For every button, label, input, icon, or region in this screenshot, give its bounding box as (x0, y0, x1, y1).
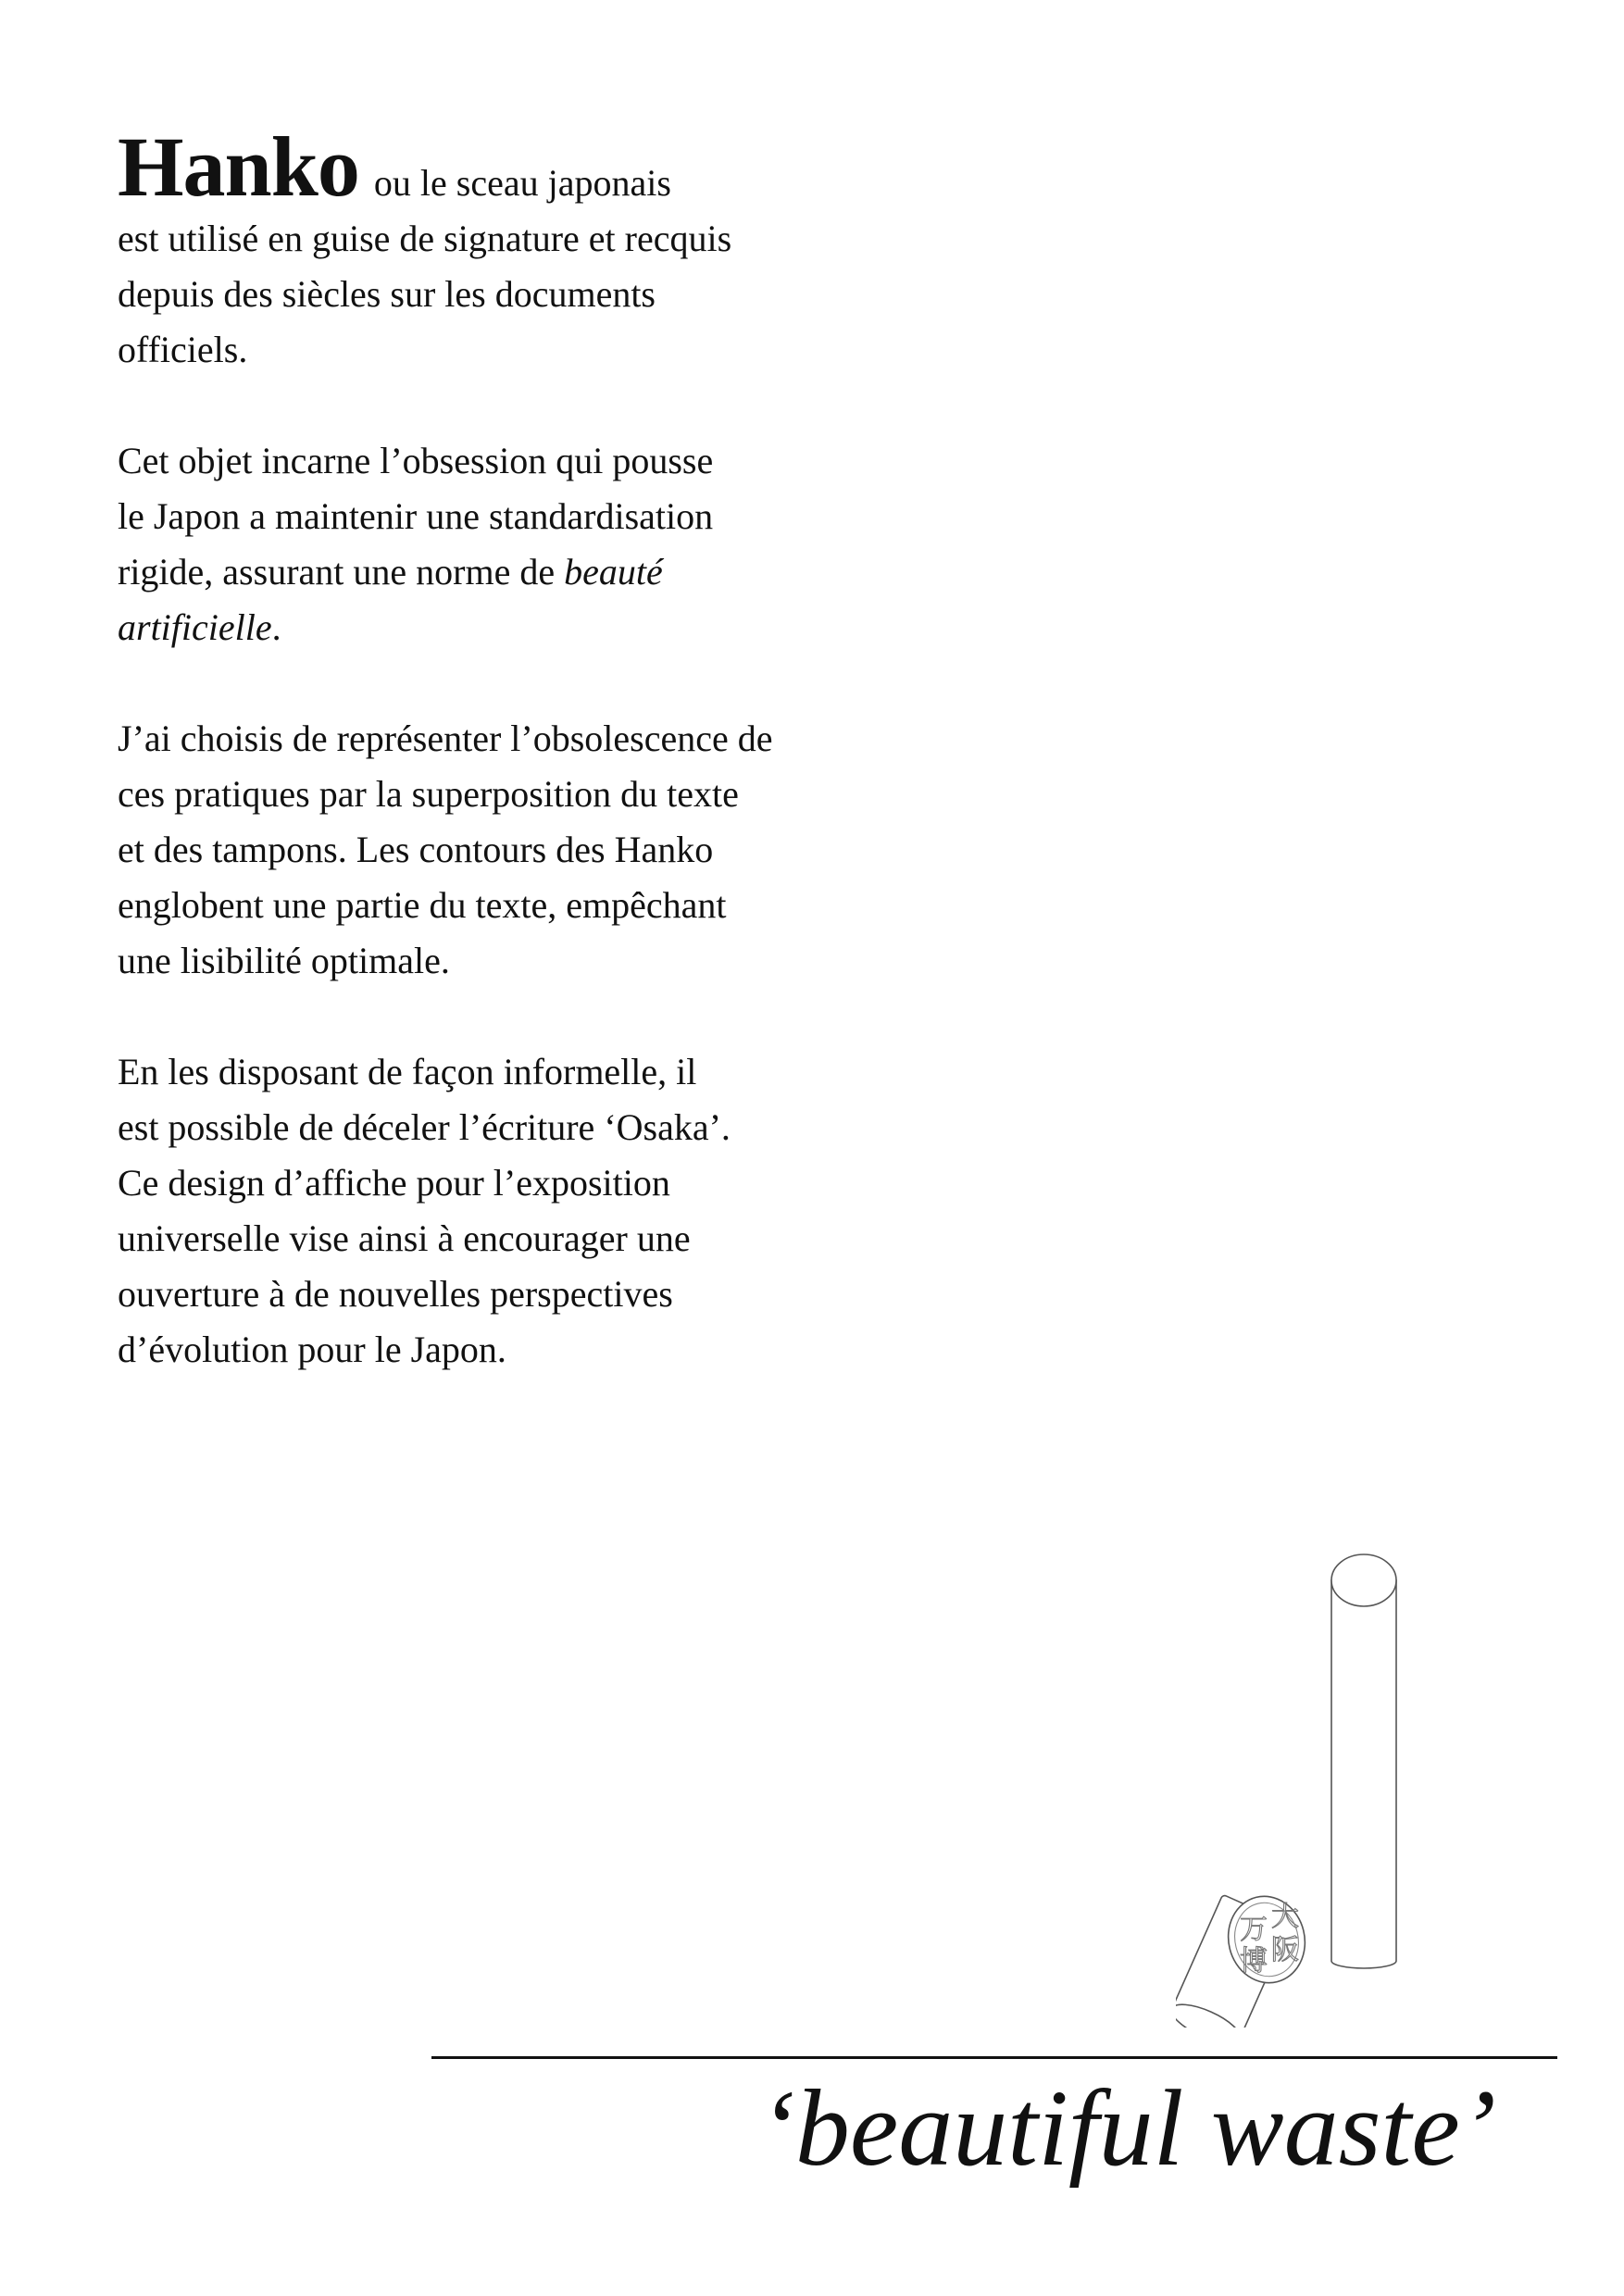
intro-line-4: officiels. (118, 329, 248, 370)
hanko-seal-stamps-drawing (1176, 1546, 1417, 2028)
paragraph-4 (118, 1044, 932, 1378)
p3-line-4: englobent une partie du texte, empêchant (118, 884, 727, 926)
intro-line-1: ou le sceau japonais (364, 162, 671, 204)
p4-line-5: ouverture à de nouvelles perspectives (118, 1273, 673, 1315)
p2-emphasis-beaute: beauté (564, 551, 663, 593)
seal-glyph-1: 大 (1271, 1901, 1299, 1933)
article-title: Hanko (118, 119, 359, 214)
p2-line-2: le Japon a maintenir une standardisation (118, 495, 714, 537)
standing-seal (1331, 1580, 1396, 1968)
seal-glyph-2: 阪 (1271, 1934, 1299, 1966)
p4-line-6: d’évolution pour le Japon. (118, 1329, 506, 1370)
p2-line-4-end: . (271, 606, 281, 648)
paragraph-3 (118, 711, 932, 989)
seal-glyph-4: 博 (1240, 1945, 1268, 1978)
p2-line-3: rigide, assurant une norme de (118, 551, 565, 593)
article-body (118, 119, 932, 1433)
intro-line-3: depuis des siècles sur les documents (118, 273, 656, 315)
p4-line-1: En les disposant de façon informelle, il (118, 1051, 697, 1092)
tagline: ‘beautiful waste’ (758, 2067, 1496, 2189)
p3-line-1: J’ai choisis de représenter l’obsolescence de (118, 718, 773, 759)
p4-line-3: Ce design d’affiche pour l’exposition (118, 1162, 670, 1204)
paragraph-intro (118, 119, 932, 378)
p3-line-5: une lisibilité optimale. (118, 940, 450, 981)
footer-divider (431, 2056, 1557, 2059)
p2-line-1: Cet objet incarne l’obsession qui pousse (118, 440, 714, 481)
p3-line-2: ces pratiques par la superposition du texte (118, 773, 739, 815)
p4-line-2: est possible de déceler l’écriture ‘Osaka’. (118, 1106, 731, 1148)
p3-line-3: et des tampons. Les contours des Hanko (118, 829, 714, 870)
standing-seal-top (1331, 1554, 1396, 1606)
p4-line-4: universelle vise ainsi à encourager une (118, 1217, 691, 1259)
p2-emphasis-artificielle: artificielle (118, 606, 272, 648)
intro-line-2: est utilisé en guise de signature et recquis (118, 218, 732, 259)
paragraph-2 (118, 433, 932, 655)
seal-glyph-3: 万 (1240, 1914, 1268, 1946)
